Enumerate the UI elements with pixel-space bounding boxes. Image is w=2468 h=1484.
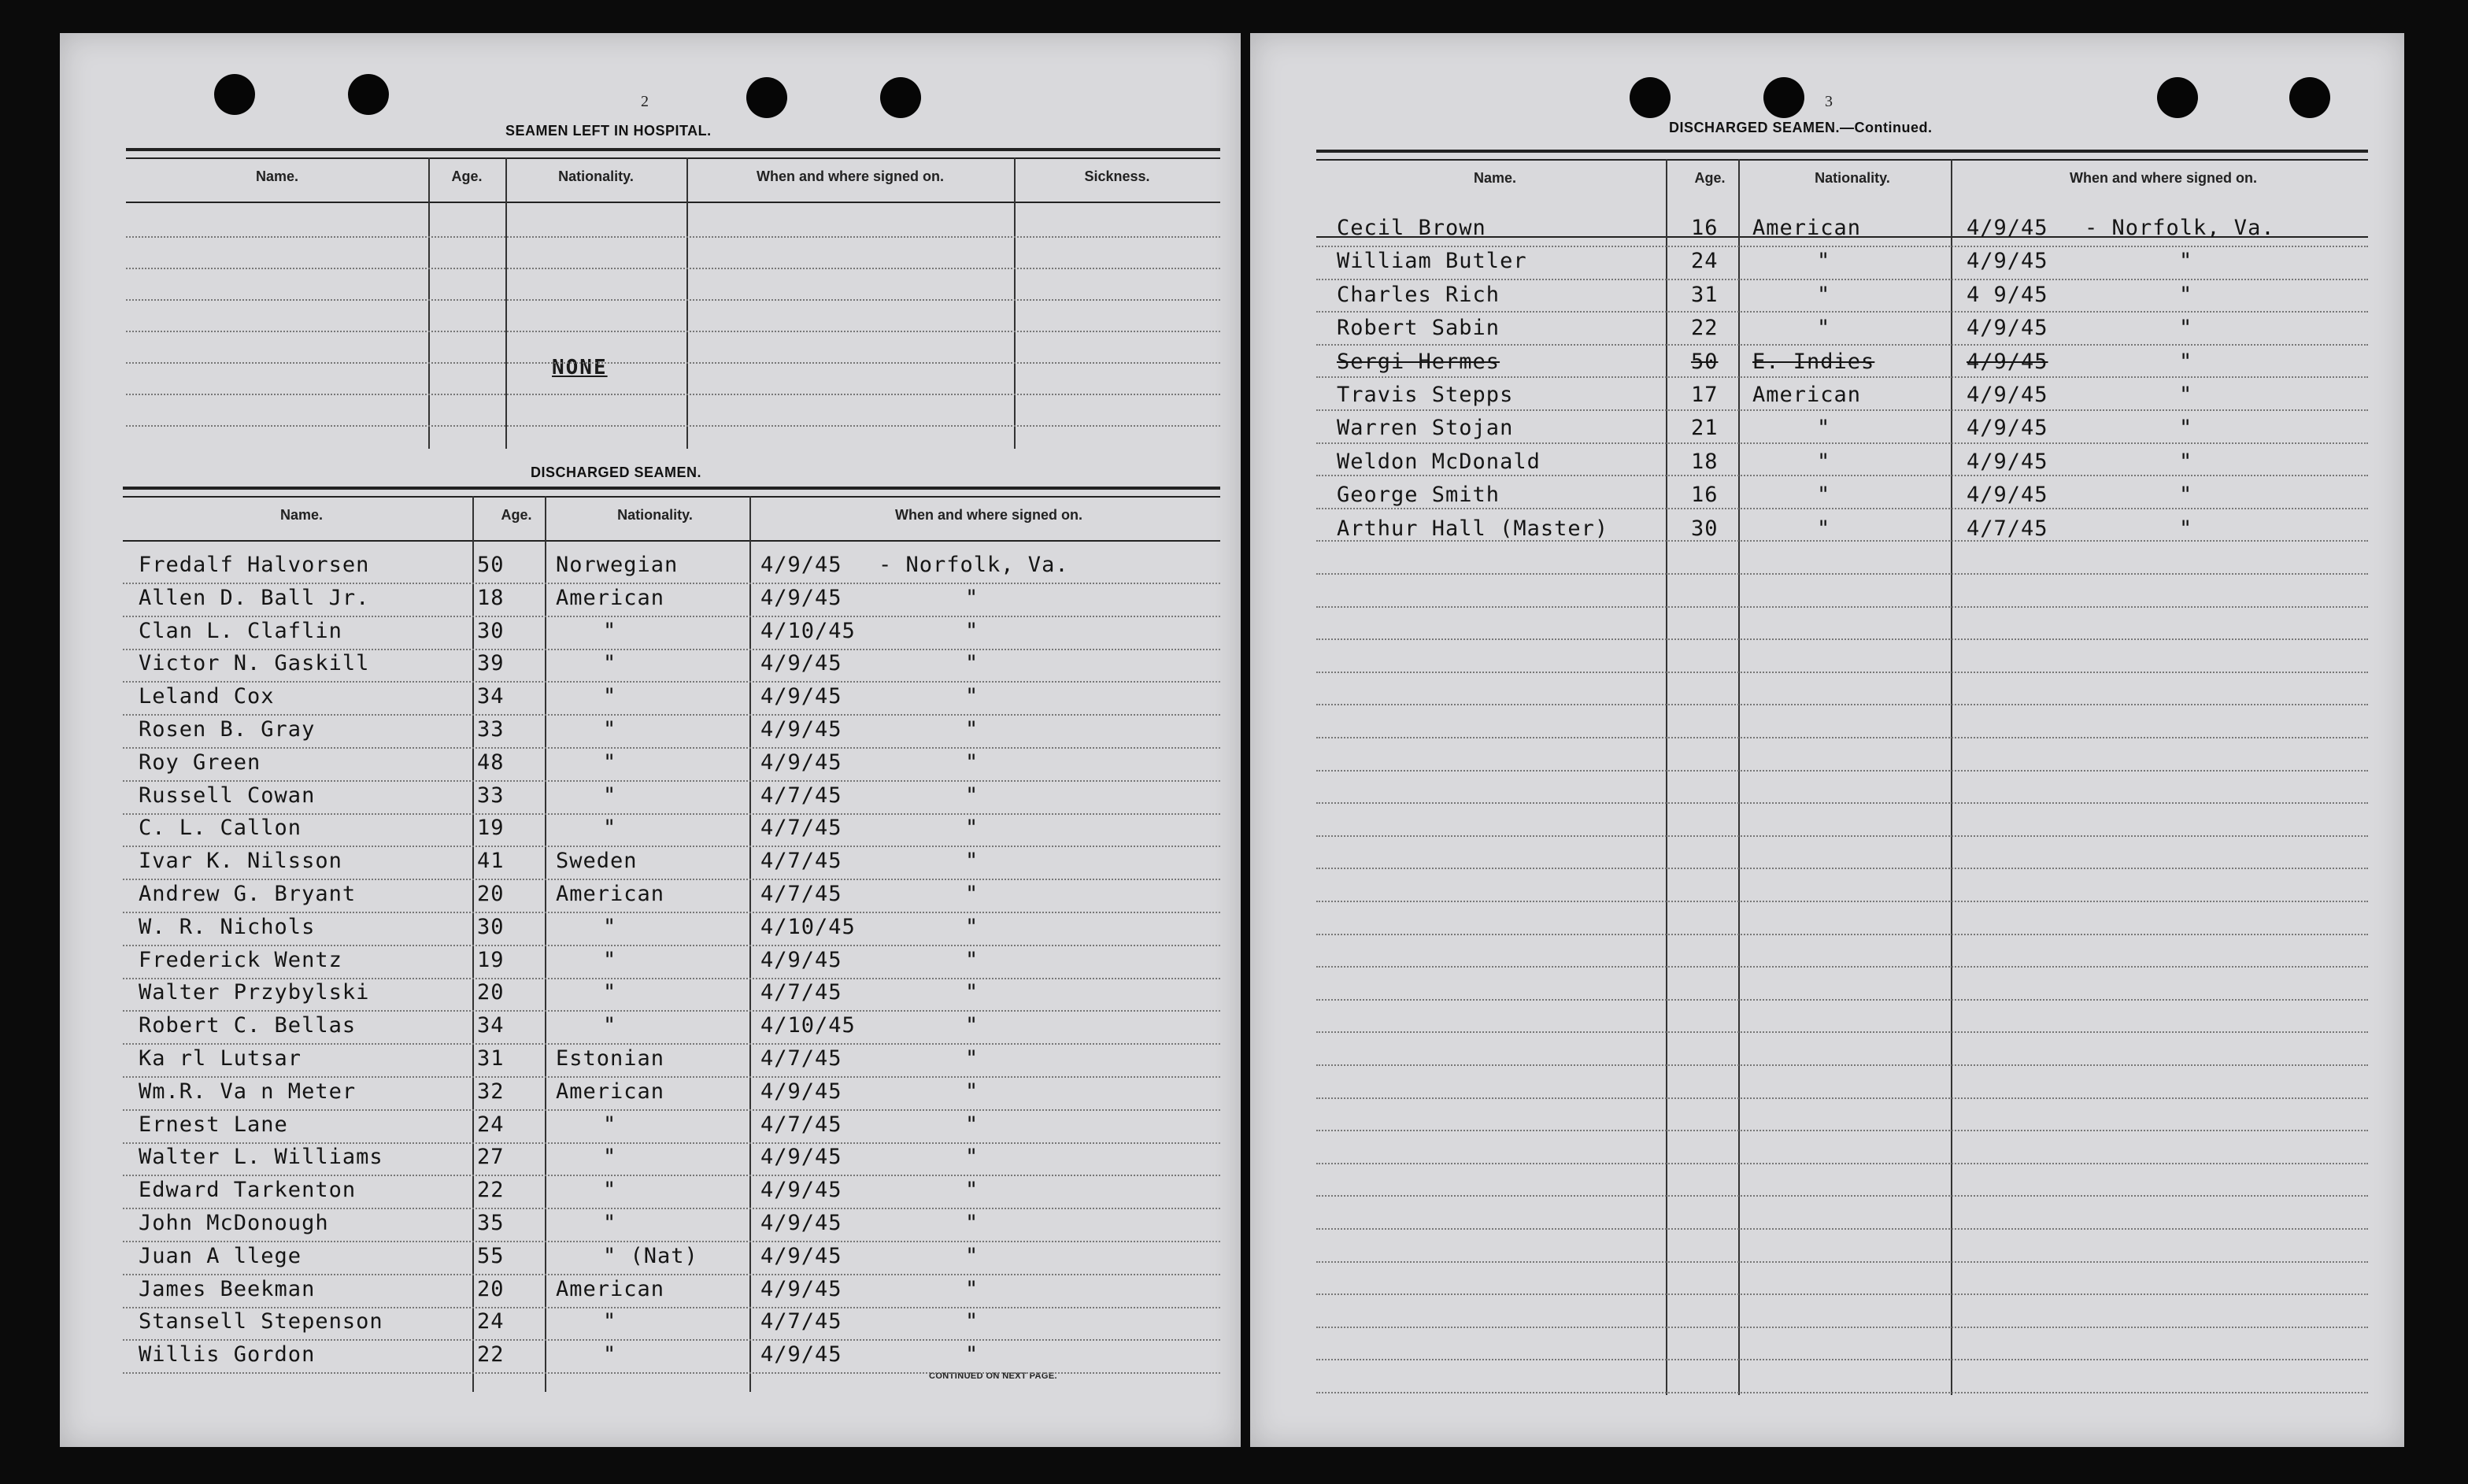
punch-hole (348, 74, 389, 115)
seaman-name: John McDonough (139, 1211, 329, 1235)
signed-on-date: 4/10/45 (760, 914, 856, 939)
ledger-line (1316, 1031, 2368, 1033)
page-number: 3 (1825, 93, 1833, 110)
seaman-name: Warren Stojan (1337, 416, 1514, 441)
ledger-line (1316, 1359, 2368, 1360)
seaman-name: Edward Tarkenton (139, 1178, 357, 1203)
ledger-line (1316, 802, 2368, 804)
ledger-line (123, 879, 1220, 880)
signed-on-place: " (965, 618, 979, 643)
seaman-name: Frederick Wentz (139, 947, 342, 972)
ledger-line (123, 1274, 1220, 1275)
right-page (1250, 33, 2404, 1447)
ledger-line (1316, 246, 2368, 247)
hospital-entry-none: NONE (552, 356, 608, 379)
seaman-age: 39 (477, 651, 505, 676)
seaman-name: W. R. Nichols (139, 914, 316, 939)
column-header: Age. (501, 507, 532, 523)
seaman-age: 31 (477, 1046, 505, 1071)
signed-on-date: 4/9/45 (1967, 216, 2048, 240)
seaman-age: 48 (477, 749, 505, 775)
ledger-line (1316, 737, 2368, 738)
column-header: When and where signed on. (756, 168, 945, 184)
seaman-nationality: Sweden (556, 849, 638, 874)
punch-hole (2289, 77, 2330, 118)
ledger-line (1316, 344, 2368, 346)
signed-on-date: 4/10/45 (760, 618, 856, 643)
signed-on-date: 4/10/45 (760, 1013, 856, 1038)
ledger-line (1316, 934, 2368, 935)
signed-on-place: " (2179, 383, 2193, 407)
seaman-age: 22 (477, 1178, 505, 1203)
seaman-nationality: " (603, 717, 617, 742)
ledger-line (123, 1175, 1220, 1176)
signed-on-place: " (2179, 349, 2193, 374)
ledger-line (123, 945, 1220, 946)
ledger-line (1316, 376, 2368, 378)
seaman-age: 21 (1691, 416, 1719, 441)
seaman-nationality: " (603, 1342, 617, 1367)
seaman-name: Victor N. Gaskill (139, 651, 370, 676)
ledger-line (1316, 1163, 2368, 1164)
punch-hole (1763, 77, 1804, 118)
seaman-nationality: Norwegian (556, 553, 679, 577)
column-header: Name. (1473, 170, 1517, 186)
punch-hole (1630, 77, 1671, 118)
signed-on-date: 4/7/45 (760, 1309, 842, 1334)
seaman-name: Ivar K. Nilsson (139, 849, 342, 874)
signed-on-date: 4/7/45 (760, 882, 842, 906)
seaman-nationality: American (556, 1276, 665, 1301)
ledger-line (1316, 573, 2368, 575)
ledger-line (123, 1043, 1220, 1045)
seaman-nationality: " (603, 980, 617, 1005)
seaman-nationality: " (603, 618, 617, 643)
signed-on-date: 4/9/45 (760, 1079, 842, 1104)
seaman-nationality: " (603, 1112, 617, 1137)
signed-on-place: " (965, 882, 979, 906)
signed-on-date: 4/7/45 (760, 1112, 842, 1137)
signed-on-date: 4/9/45 (760, 1342, 842, 1367)
seaman-nationality: American (556, 585, 665, 610)
ledger-line (123, 1208, 1220, 1209)
signed-on-place: " (965, 816, 979, 841)
ledger-line (126, 425, 1220, 427)
table-top-rule (1316, 150, 2368, 153)
ledger-line (126, 362, 1220, 364)
ledger-line (123, 649, 1220, 650)
seaman-nationality: " (603, 1013, 617, 1038)
ledger-line (123, 978, 1220, 979)
seaman-nationality: " (1817, 282, 1831, 307)
page-number: 2 (641, 93, 649, 110)
seaman-age: 19 (477, 816, 505, 841)
seaman-name: Walter Przybylski (139, 980, 370, 1005)
signed-on-date: 4/9/45 (760, 585, 842, 610)
ledger-line (123, 1076, 1220, 1078)
seaman-age: 16 (1691, 483, 1719, 508)
seaman-nationality: " (1817, 249, 1831, 274)
signed-on-date: 4/9/45 (760, 1145, 842, 1170)
seaman-name: Andrew G. Bryant (139, 882, 357, 906)
column-header: Nationality. (558, 168, 634, 184)
seaman-age: 34 (477, 1013, 505, 1038)
ledger-line (1316, 1392, 2368, 1393)
seaman-name: Robert Sabin (1337, 316, 1500, 341)
seaman-name: Rosen B. Gray (139, 717, 316, 742)
column-divider (428, 157, 430, 449)
seaman-nationality: " (1817, 449, 1831, 474)
seaman-age: 50 (477, 553, 505, 577)
column-header: Age. (451, 168, 483, 184)
ledger-line (1316, 868, 2368, 869)
signed-on-place: - Norfolk, Va. (2085, 216, 2275, 240)
punch-hole (880, 77, 921, 118)
ledger-line (123, 714, 1220, 716)
column-header: Age. (1694, 170, 1726, 186)
ledger-line (1316, 508, 2368, 509)
signed-on-place: " (965, 1013, 979, 1038)
signed-on-date: 4/9/45 (1967, 416, 2048, 441)
seaman-name: C. L. Callon (139, 816, 302, 841)
signed-on-place: " (2179, 449, 2193, 474)
signed-on-place: " (965, 1309, 979, 1334)
signed-on-place: " (965, 684, 979, 709)
seaman-nationality: " (603, 947, 617, 972)
seaman-name: Weldon McDonald (1337, 449, 1541, 474)
seaman-name: Travis Stepps (1337, 383, 1514, 407)
seaman-name: George Smith (1337, 483, 1500, 508)
seaman-age: 35 (477, 1211, 505, 1235)
signed-on-date: 4/9/45 (760, 1178, 842, 1203)
signed-on-date: 4/7/45 (760, 1046, 842, 1071)
column-header: Sickness. (1084, 168, 1150, 184)
signed-on-date: 4/7/45 (760, 849, 842, 874)
seaman-age: 34 (477, 684, 505, 709)
signed-on-place: " (965, 717, 979, 742)
ledger-line (1316, 1261, 2368, 1263)
signed-on-place: " (965, 1276, 979, 1301)
ledger-line (1316, 638, 2368, 640)
signed-on-place: " (2179, 316, 2193, 341)
ledger-line (1316, 770, 2368, 772)
seaman-age: 24 (1691, 249, 1719, 274)
column-header: Nationality. (1815, 170, 1890, 186)
ledger-line (123, 780, 1220, 782)
signed-on-place: " (965, 1079, 979, 1104)
seaman-name: Juan A llege (139, 1243, 302, 1268)
ledger-line (123, 747, 1220, 749)
seaman-name: James Beekman (139, 1276, 316, 1301)
signed-on-place: " (2179, 416, 2193, 441)
hospital-section-title: SEAMEN LEFT IN HOSPITAL. (505, 123, 712, 139)
ledger-line (126, 394, 1220, 395)
signed-on-date: 4/9/45 (760, 749, 842, 775)
seaman-age: 30 (1691, 516, 1719, 541)
seaman-name: Ka rl Lutsar (139, 1046, 302, 1071)
column-divider (505, 157, 507, 449)
ledger-line (123, 583, 1220, 584)
signed-on-place: " (965, 914, 979, 939)
seaman-name: Clan L. Claflin (139, 618, 342, 643)
ledger-line (1316, 999, 2368, 1001)
seaman-age: 18 (1691, 449, 1719, 474)
ledger-line (1316, 966, 2368, 968)
seaman-name: Walter L. Williams (139, 1145, 383, 1170)
signed-on-place: " (965, 980, 979, 1005)
seaman-name: Ernest Lane (139, 1112, 288, 1137)
signed-on-date: 4 9/45 (1967, 282, 2048, 307)
ledger-line (1316, 442, 2368, 444)
signed-on-place: " (965, 783, 979, 808)
seaman-name: Leland Cox (139, 684, 275, 709)
ledger-line (1316, 540, 2368, 542)
signed-on-date: 4/9/45 (760, 1243, 842, 1268)
seaman-age: 17 (1691, 383, 1719, 407)
seaman-age: 27 (477, 1145, 505, 1170)
punch-hole (214, 74, 255, 115)
signed-on-date: 4/9/45 (760, 947, 842, 972)
ledger-line (123, 616, 1220, 617)
ledger-line (1316, 672, 2368, 673)
seaman-age: 20 (477, 882, 505, 906)
seaman-nationality: " (1817, 316, 1831, 341)
column-header: Name. (255, 168, 299, 184)
signed-on-place: " (965, 1342, 979, 1367)
signed-on-date: 4/7/45 (1967, 516, 2048, 541)
seaman-age: 24 (477, 1309, 505, 1334)
ledger-line (1316, 1064, 2368, 1066)
seaman-nationality: " (603, 816, 617, 841)
ledger-line (126, 268, 1220, 269)
seaman-nationality: American (1752, 383, 1862, 407)
ledger-line (1316, 606, 2368, 608)
seaman-name: Fredalf Halvorsen (139, 553, 370, 577)
seaman-name: William Butler (1337, 249, 1527, 274)
signed-on-place: " (2179, 516, 2193, 541)
ledger-line (1316, 901, 2368, 902)
ledger-line (1316, 409, 2368, 411)
seaman-name: Russell Cowan (139, 783, 316, 808)
seaman-name: Robert C. Bellas (139, 1013, 357, 1038)
ledger-line (123, 813, 1220, 815)
seaman-name: Wm.R. Va n Meter (139, 1079, 357, 1104)
signed-on-date: 4/9/45 (760, 553, 842, 577)
ledger-line (126, 331, 1220, 332)
seaman-name: Stansell Stepenson (139, 1309, 383, 1334)
signed-on-date: 4/7/45 (760, 980, 842, 1005)
ledger-line (1316, 1327, 2368, 1328)
ledger-line (123, 1372, 1220, 1374)
signed-on-place: " (2179, 483, 2193, 508)
signed-on-date: 4/7/45 (760, 783, 842, 808)
seaman-age: 24 (477, 1112, 505, 1137)
signed-on-place: " (965, 1145, 979, 1170)
signed-on-place: " (965, 585, 979, 610)
left-page (60, 33, 1241, 1447)
punch-hole (2157, 77, 2198, 118)
seaman-name: Willis Gordon (139, 1342, 316, 1367)
ledger-line (1316, 1228, 2368, 1230)
ledger-line (123, 1142, 1220, 1144)
ledger-line (1316, 1293, 2368, 1295)
seaman-age: 19 (477, 947, 505, 972)
seaman-name: Charles Rich (1337, 282, 1500, 307)
seaman-nationality: Estonian (556, 1046, 665, 1071)
seaman-name: Arthur Hall (Master) (1337, 516, 1609, 541)
ledger-line (126, 299, 1220, 301)
signed-on-place: " (2179, 249, 2193, 274)
seaman-nationality: " (603, 783, 617, 808)
seaman-age: 16 (1691, 216, 1719, 240)
ledger-line (123, 912, 1220, 913)
seaman-age: 33 (477, 783, 505, 808)
seaman-nationality: " (603, 684, 617, 709)
signed-on-date: 4/9/45 (760, 684, 842, 709)
seaman-name: Roy Green (139, 749, 261, 775)
seaman-age: 18 (477, 585, 505, 610)
seaman-nationality: " (1817, 516, 1831, 541)
ledger-line (123, 681, 1220, 683)
ledger-line (1316, 1130, 2368, 1131)
signed-on-date: 4/9/45 (760, 1276, 842, 1301)
ledger-line (1316, 1097, 2368, 1099)
seaman-age: 41 (477, 849, 505, 874)
punch-hole (746, 77, 787, 118)
signed-on-place: " (965, 749, 979, 775)
seaman-nationality: " (603, 749, 617, 775)
signed-on-place: " (965, 1243, 979, 1268)
ledger-line (123, 1241, 1220, 1242)
ledger-line (123, 1339, 1220, 1341)
table-top-rule (123, 496, 1220, 498)
table-top-rule (1316, 159, 2368, 161)
seaman-age: 22 (477, 1342, 505, 1367)
column-divider (686, 157, 688, 449)
seaman-name: Sergi Hermes (1337, 349, 1500, 374)
ledger-line (1316, 475, 2368, 476)
ledger-line (123, 1010, 1220, 1012)
signed-on-date: 4/9/45 (1967, 383, 2048, 407)
signed-on-date: 4/9/45 (1967, 349, 2048, 374)
seaman-nationality: " (603, 1145, 617, 1170)
seaman-nationality: " (Nat) (603, 1243, 698, 1268)
seaman-name: Allen D. Ball Jr. (139, 585, 370, 610)
seaman-age: 30 (477, 618, 505, 643)
signed-on-date: 4/7/45 (760, 816, 842, 841)
header-rule (126, 202, 1220, 203)
signed-on-date: 4/9/45 (1967, 449, 2048, 474)
signed-on-date: 4/9/45 (760, 651, 842, 676)
column-header: When and where signed on. (2069, 170, 2258, 186)
seaman-nationality: American (556, 1079, 665, 1104)
ledger-line (1316, 704, 2368, 705)
header-rule (123, 540, 1220, 542)
seaman-age: 22 (1691, 316, 1719, 341)
seaman-nationality: " (1817, 483, 1831, 508)
signed-on-date: 4/9/45 (760, 717, 842, 742)
table-top-rule (123, 487, 1220, 490)
signed-on-place: " (2179, 282, 2193, 307)
ledger-line (123, 1307, 1220, 1308)
ledger-line (1316, 1195, 2368, 1197)
column-header: When and where signed on. (894, 507, 1083, 523)
seaman-age: 32 (477, 1079, 505, 1104)
seaman-nationality: American (1752, 216, 1862, 240)
ledger-line (1316, 279, 2368, 280)
signed-on-date: 4/9/45 (1967, 249, 2048, 274)
signed-on-date: 4/9/45 (1967, 483, 2048, 508)
signed-on-place: - Norfolk, Va. (879, 553, 1069, 577)
seaman-nationality: " (603, 651, 617, 676)
ledger-line (1316, 311, 2368, 313)
seaman-nationality: " (603, 1309, 617, 1334)
ledger-line (123, 846, 1220, 847)
signed-on-place: " (965, 651, 979, 676)
signed-on-date: 4/9/45 (1967, 316, 2048, 341)
seaman-age: 33 (477, 717, 505, 742)
ledger-line (123, 1109, 1220, 1111)
seaman-nationality: " (603, 914, 617, 939)
seaman-age: 20 (477, 980, 505, 1005)
column-header: Nationality. (617, 507, 693, 523)
seaman-age: 55 (477, 1243, 505, 1268)
seaman-age: 30 (477, 914, 505, 939)
signed-on-place: " (965, 1112, 979, 1137)
seaman-nationality: American (556, 882, 665, 906)
seaman-nationality: " (603, 1211, 617, 1235)
ledger-line (1316, 835, 2368, 837)
seaman-nationality: " (603, 1178, 617, 1203)
signed-on-place: " (965, 1046, 979, 1071)
ledger-line (126, 236, 1220, 238)
continued-section-title: DISCHARGED SEAMEN.—Continued. (1669, 120, 1933, 135)
column-header: Name. (279, 507, 324, 523)
seaman-name: Cecil Brown (1337, 216, 1486, 240)
signed-on-place: " (965, 1178, 979, 1203)
seaman-age: 50 (1691, 349, 1719, 374)
column-divider (1014, 157, 1016, 449)
signed-on-place: " (965, 947, 979, 972)
signed-on-place: " (965, 1211, 979, 1235)
signed-on-date: 4/9/45 (760, 1211, 842, 1235)
seaman-nationality: " (1817, 416, 1831, 441)
seaman-nationality: E. Indies (1752, 349, 1875, 374)
continued-footer: CONTINUED ON NEXT PAGE. (929, 1371, 1058, 1381)
signed-on-place: " (965, 849, 979, 874)
seaman-age: 20 (477, 1276, 505, 1301)
seaman-age: 31 (1691, 282, 1719, 307)
discharged-section-title: DISCHARGED SEAMEN. (531, 464, 702, 480)
